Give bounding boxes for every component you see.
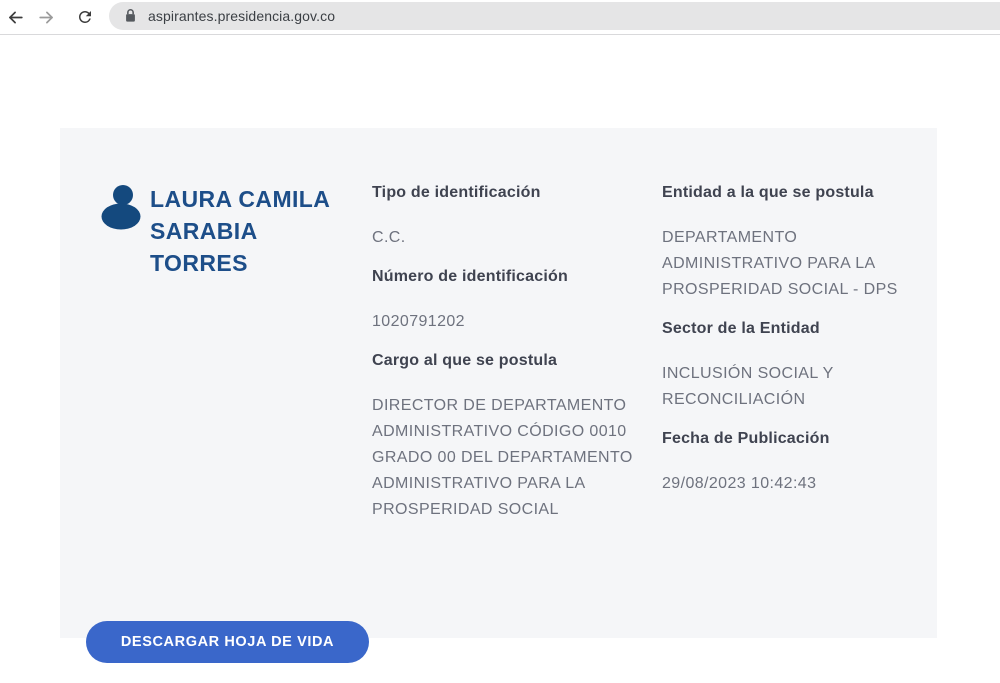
details-column-1 bbox=[372, 183, 662, 638]
url-text: aspirantes.presidencia.gov.co bbox=[148, 7, 336, 24]
back-arrow-icon bbox=[6, 8, 25, 27]
person-icon bbox=[98, 184, 146, 230]
forward-arrow-icon bbox=[37, 8, 56, 27]
descargar-hoja-de-vida-button[interactable]: DESCARGAR HOJA DE VIDA bbox=[86, 621, 369, 663]
applicant-card bbox=[60, 128, 937, 638]
reload-button[interactable] bbox=[74, 6, 96, 28]
cargo-postula-value: DIRECTOR DE DEPARTAMENTO ADMINISTRATIVO CÓDIGO 0010 GRADO 00 DEL DEPARTAMENTO ADMINISTRATIVO PARA LA PROSPERIDAD SOCIAL bbox=[372, 397, 633, 518]
sector-entidad-value: INCLUSIÓN SOCIAL Y RECONCILIACIÓN bbox=[662, 365, 834, 408]
tipo-identificacion-value: C.C. bbox=[372, 229, 406, 246]
lock-icon bbox=[124, 8, 137, 23]
cargo-postula-label: Cargo al que se postula bbox=[372, 352, 558, 369]
fecha-publicacion-value: 29/08/2023 10:42:43 bbox=[662, 475, 817, 492]
tipo-identificacion-label: Tipo de identificación bbox=[372, 184, 541, 201]
applicant-name: LAURA CAMILA SARABIA TORRES bbox=[150, 186, 330, 276]
details-column-2 bbox=[662, 183, 920, 638]
address-bar[interactable] bbox=[109, 2, 1000, 30]
entidad-postula-label: Entidad a la que se postula bbox=[662, 184, 874, 201]
sector-entidad-label: Sector de la Entidad bbox=[662, 320, 820, 337]
back-button[interactable] bbox=[4, 6, 26, 28]
entidad-postula-value: DEPARTAMENTO ADMINISTRATIVO PARA LA PROSPERIDAD SOCIAL - DPS bbox=[662, 229, 898, 298]
numero-identificacion-label: Número de identificación bbox=[372, 268, 568, 285]
browser-toolbar bbox=[0, 0, 1000, 35]
fecha-publicacion-label: Fecha de Publicación bbox=[662, 430, 830, 447]
profile-block bbox=[98, 183, 372, 638]
numero-identificacion-value: 1020791202 bbox=[372, 313, 465, 330]
forward-button[interactable] bbox=[35, 6, 57, 28]
reload-icon bbox=[76, 8, 94, 26]
